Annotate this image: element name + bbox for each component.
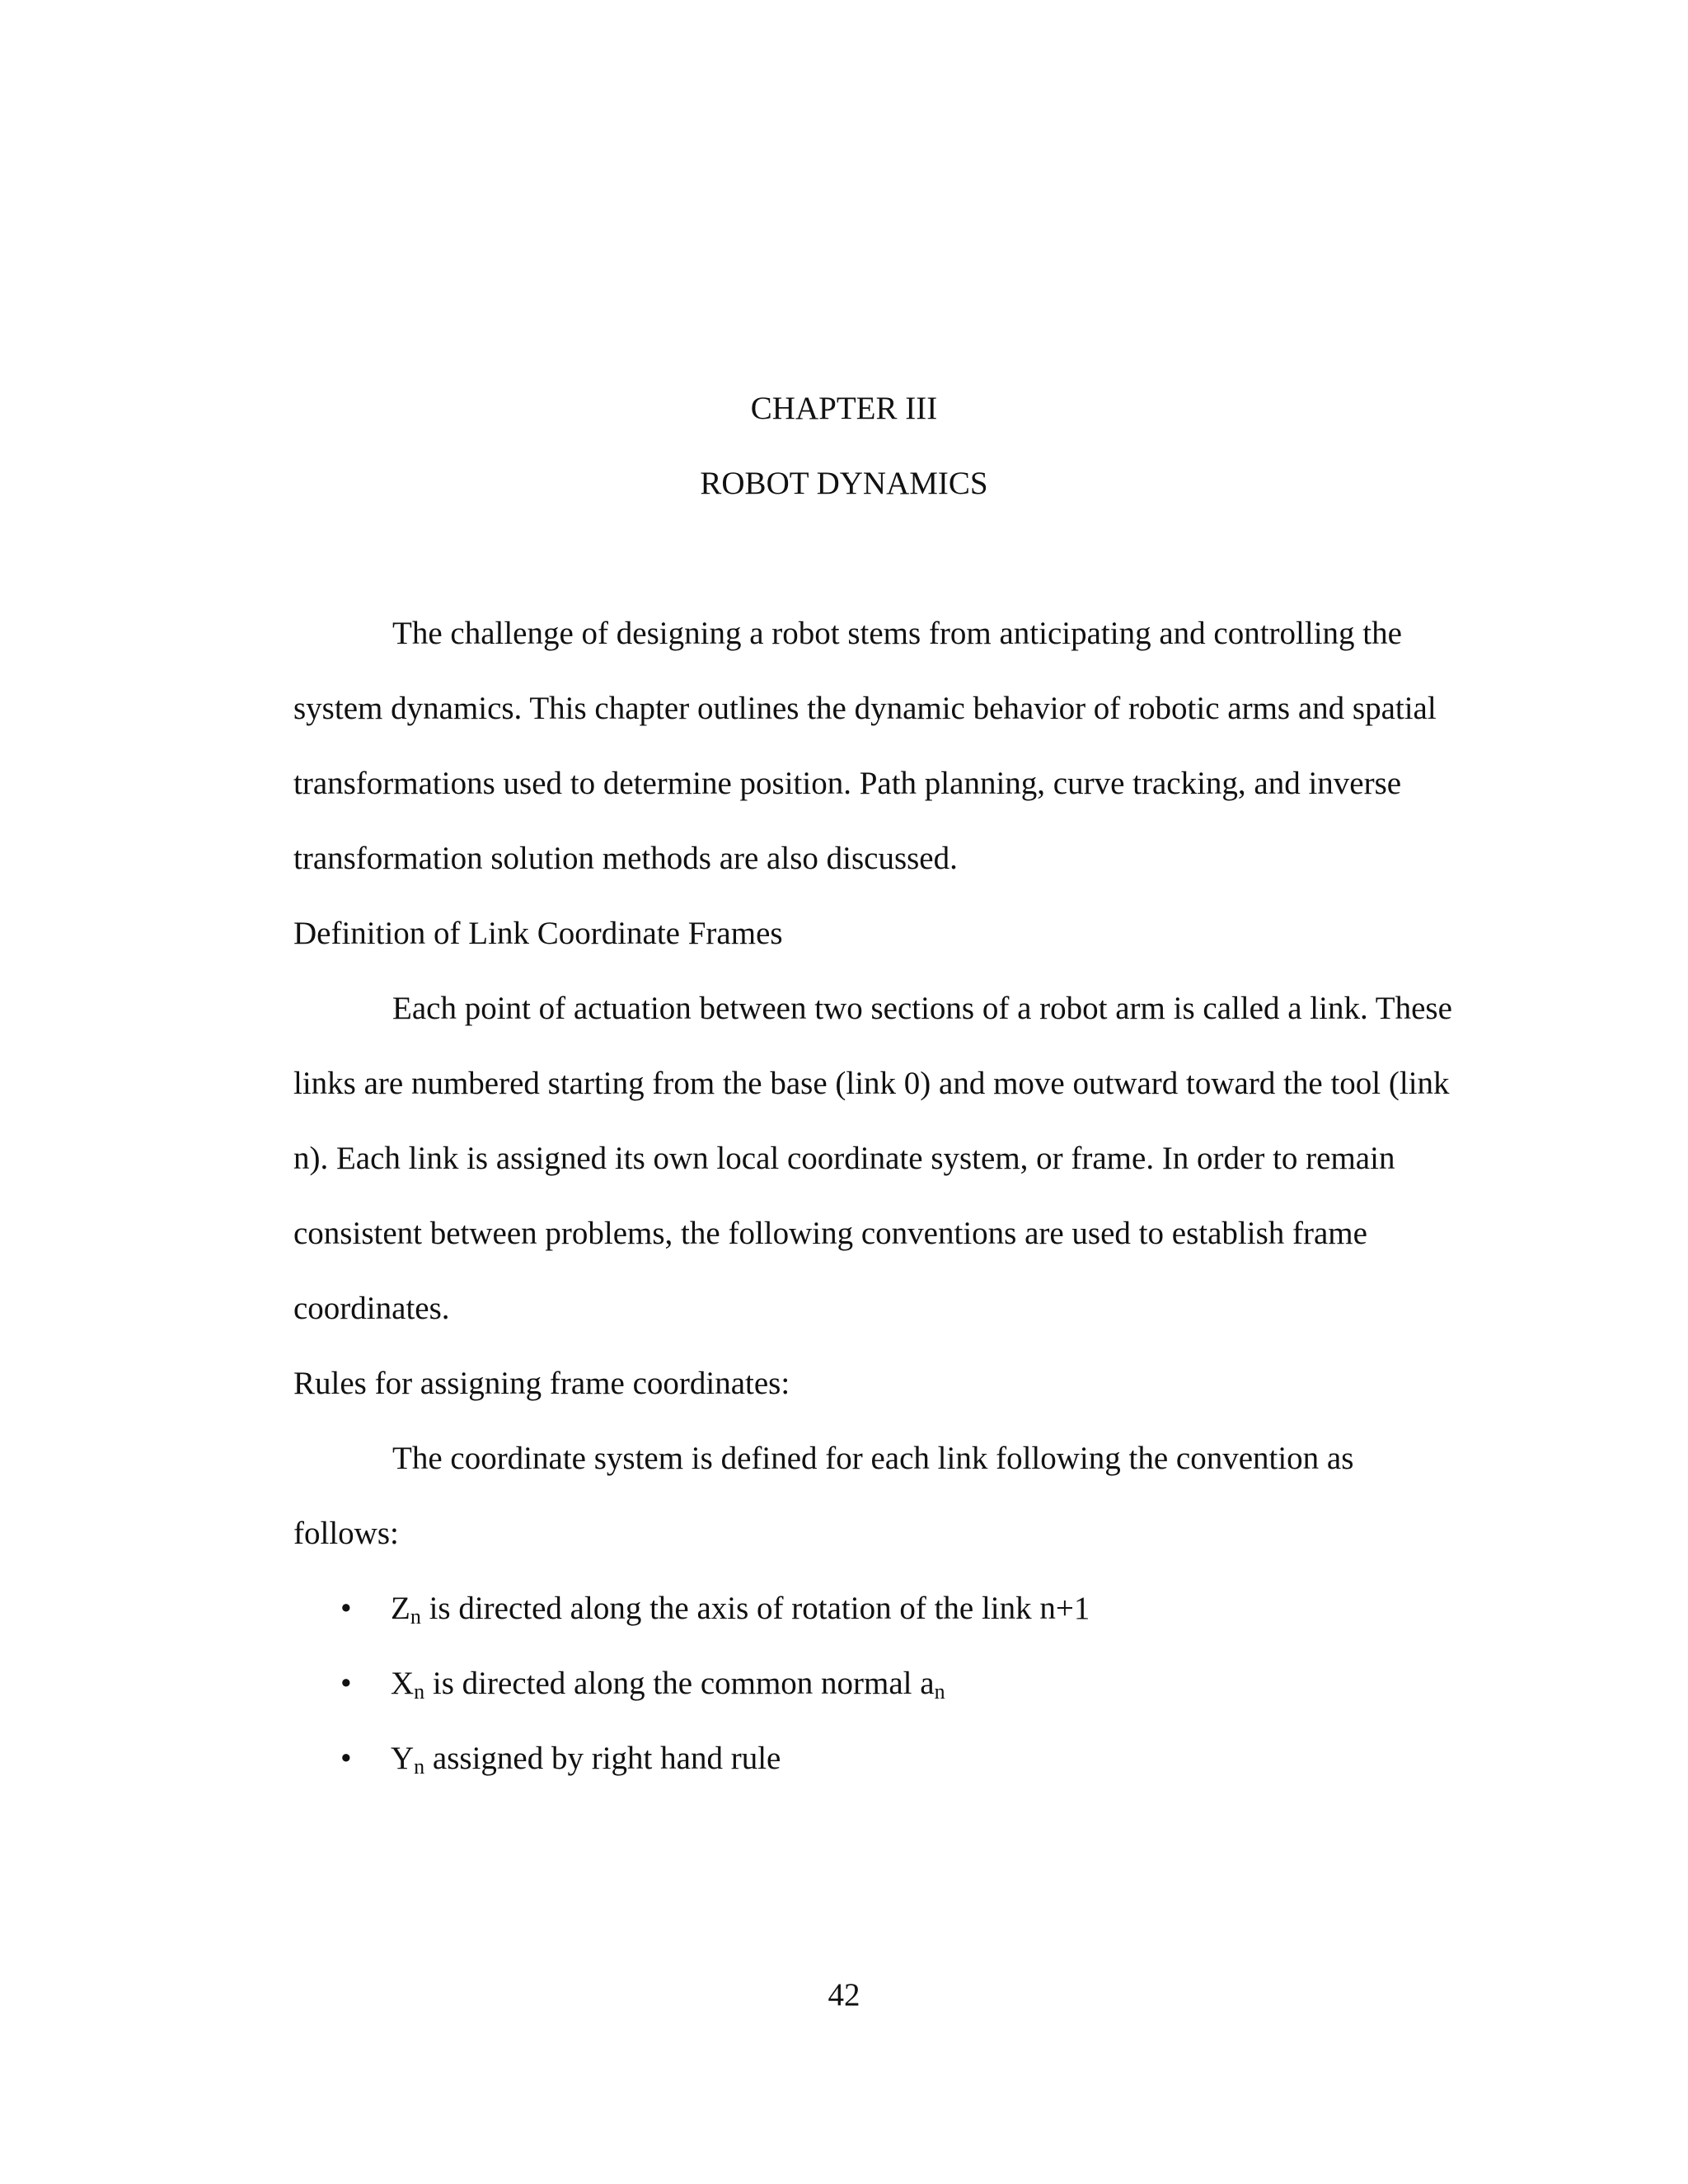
bullet-marker: • — [340, 1591, 352, 1626]
axis-subscript: n — [414, 1680, 425, 1704]
bullet-item-text: is directed along the axis of rotation of the link n+1 — [420, 1591, 1090, 1626]
axis-symbol: Z — [391, 1591, 410, 1626]
bullet-item-text: is directed along the common normal a — [424, 1666, 935, 1701]
axis-subscript: n — [410, 1605, 421, 1629]
intro-line-4: transformation solution methods are also discussed. — [293, 841, 958, 876]
bullet-marker: • — [340, 1666, 352, 1701]
section-line-1: Each point of actuation between two sections of a robot arm is called a link. These — [392, 991, 1452, 1026]
rules-line-2: follows: — [293, 1516, 399, 1551]
rules-line-1: The coordinate system is defined for each link following the convention as — [392, 1441, 1354, 1476]
bullet-item-y — [391, 1740, 781, 1777]
axis-symbol: X — [391, 1666, 415, 1701]
axis-subscript: n — [414, 1755, 425, 1779]
section-line-5: coordinates. — [293, 1291, 450, 1326]
section-line-2: links are numbered starting from the base (link 0) and move outward toward the tool (link — [293, 1066, 1450, 1101]
bullet-item-x — [391, 1665, 945, 1702]
bullet-item-z — [391, 1590, 1090, 1627]
normal-subscript: n — [934, 1680, 945, 1704]
bullet-item-text: assigned by right hand rule — [424, 1741, 781, 1776]
axis-symbol: Y — [391, 1741, 415, 1776]
bullet-marker: • — [340, 1741, 352, 1776]
intro-line-3: transformations used to determine position. Path planning, curve tracking, and inverse — [293, 766, 1402, 801]
chapter-title: ROBOT DYNAMICS — [700, 466, 988, 501]
section-line-4: consistent between problems, the following conventions are used to establish frame — [293, 1216, 1367, 1251]
page-number: 42 — [828, 1977, 860, 2013]
chapter-number: CHAPTER III — [750, 391, 938, 426]
intro-line-2: system dynamics. This chapter outlines the dynamic behavior of robotic arms and spatial — [293, 691, 1437, 726]
section-heading: Definition of Link Coordinate Frames — [293, 916, 783, 951]
rules-heading: Rules for assigning frame coordinates: — [293, 1366, 790, 1401]
intro-line-1: The challenge of designing a robot stems from anticipating and controlling the — [392, 616, 1402, 651]
section-line-3: n). Each link is assigned its own local coordinate system, or frame. In order to remain — [293, 1141, 1395, 1176]
